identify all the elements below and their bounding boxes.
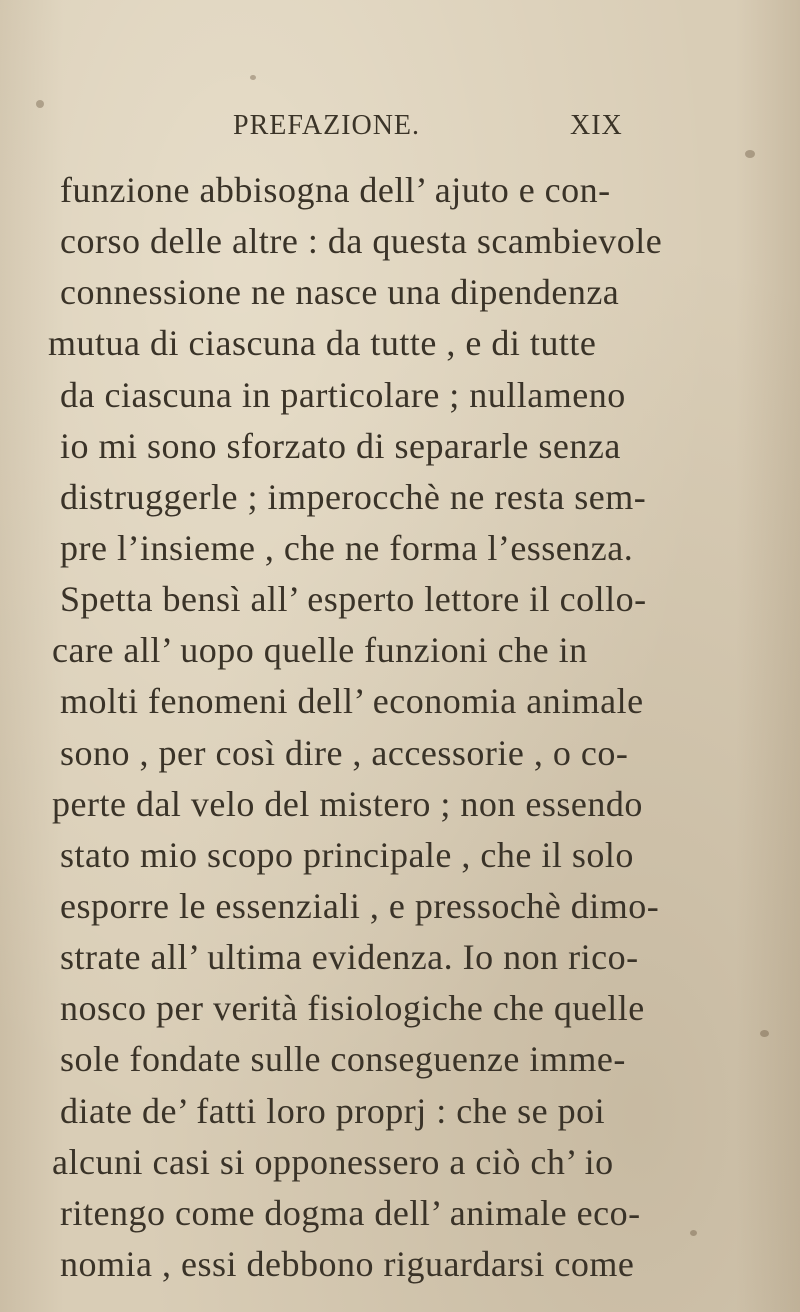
text-line: Spetta bensì all’ esperto lettore il collo- — [60, 579, 647, 619]
text-line: perte dal velo del mistero ; non essendo — [52, 784, 643, 824]
running-title: PREFAZIONE. — [233, 110, 421, 141]
text-line: sole fondate sulle conseguenze imme- — [60, 1039, 626, 1079]
text-line: corso delle altre : da questa scambievole — [60, 221, 663, 261]
text-line: sono , per così dire , accessorie , o co- — [60, 733, 629, 773]
text-line: da ciascuna in particolare ; nullameno — [60, 375, 626, 415]
text-line: distruggerle ; imperocchè ne resta sem- — [60, 477, 647, 517]
text-line: connessione ne nasce una dipendenza — [60, 272, 620, 312]
paper-speck — [250, 75, 256, 80]
text-line: stato mio scopo principale , che il solo — [60, 835, 634, 875]
text-line: alcuni casi si opponessero a ciò ch’ io — [52, 1142, 614, 1182]
paper-speck — [760, 1030, 769, 1037]
text-line: pre l’insieme , che ne forma l’essenza. — [60, 528, 634, 568]
text-line: care all’ uopo quelle funzioni che in — [52, 630, 588, 670]
paper-speck — [745, 150, 755, 158]
text-line: esporre le essenziali , e pressochè dimo- — [60, 886, 660, 926]
page-header — [0, 110, 800, 150]
page-number: XIX — [570, 110, 623, 141]
text-line: diate de’ fatti loro proprj : che se poi — [60, 1091, 606, 1131]
text-line: nomia , essi debbono riguardarsi come — [60, 1244, 635, 1284]
paper-speck — [36, 100, 44, 108]
text-line: mutua di ciascuna da tutte , e di tutte — [48, 323, 597, 363]
text-line: funzione abbisogna dell’ ajuto e con- — [60, 170, 611, 210]
text-line: io mi sono sforzato di separarle senza — [60, 426, 621, 466]
text-line: ritengo come dogma dell’ animale eco- — [60, 1193, 641, 1233]
text-line: strate all’ ultima evidenza. Io non rico- — [60, 937, 639, 977]
text-line: molti fenomeni dell’ economia animale — [60, 681, 644, 721]
paper-speck — [690, 1230, 697, 1236]
text-line: nosco per verità fisiologiche che quelle — [60, 988, 645, 1028]
